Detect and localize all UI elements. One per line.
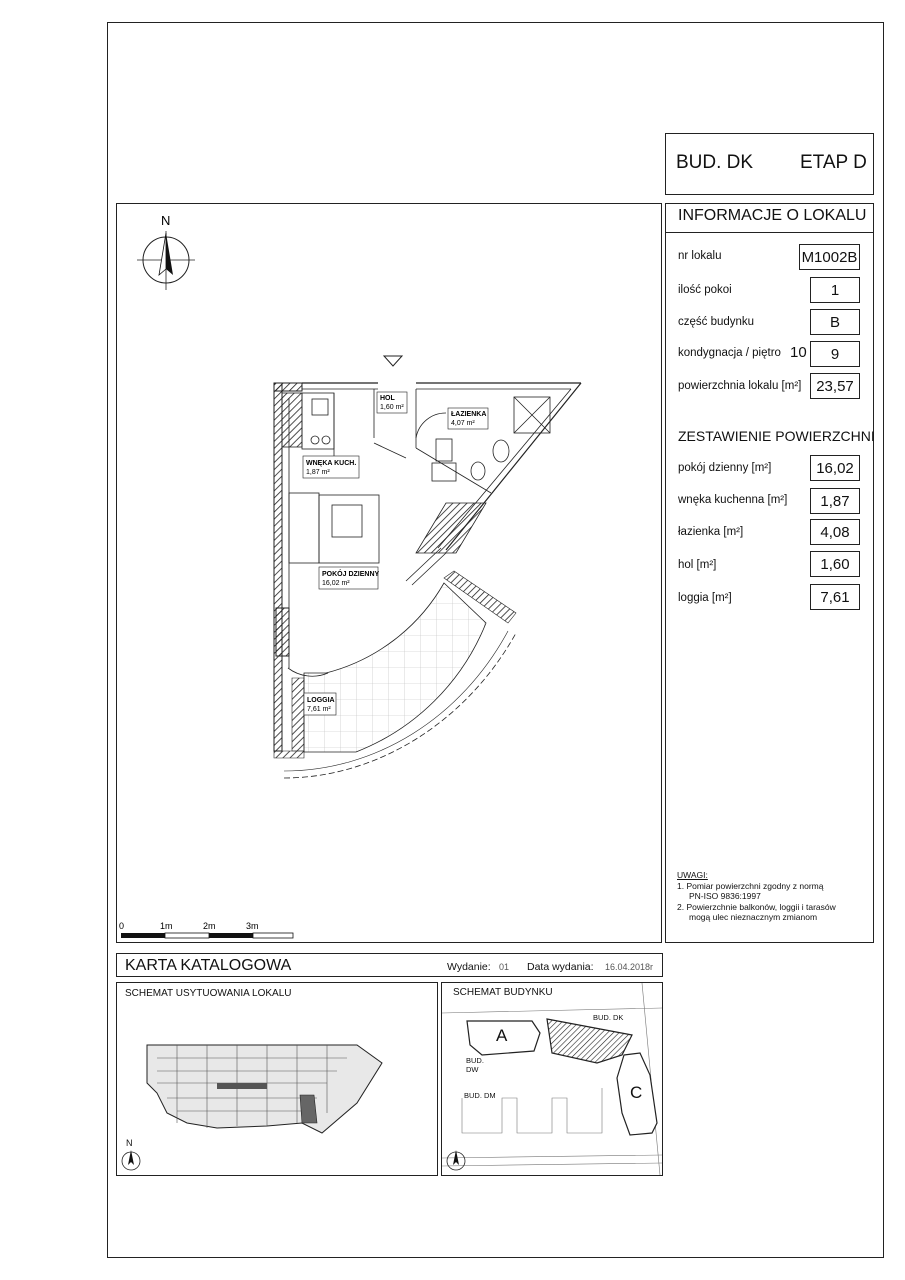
location-north-label: N xyxy=(126,1138,133,1148)
loggia xyxy=(274,571,516,778)
area-total-label: powierzchnia lokalu [m²] xyxy=(678,380,802,392)
building-dw-label-2: DW xyxy=(466,1065,479,1074)
rooms-count-label: ilość pokoi xyxy=(678,284,732,296)
room-area: 7,61 m² xyxy=(307,706,331,713)
catalog-title: KARTA KATALOGOWA xyxy=(125,957,292,974)
scale-label: 0 xyxy=(119,921,125,931)
room-name: ŁAZIENKA xyxy=(451,411,487,418)
building-part-value: B xyxy=(810,309,860,335)
location-map xyxy=(117,983,437,1175)
floor-value: 9 xyxy=(810,341,860,367)
apartment-number-label: nr lokalu xyxy=(678,250,722,262)
area-kitchen-label: wnęka kuchenna [m²] xyxy=(678,494,788,506)
north-arrow-icon xyxy=(137,231,195,290)
room-area: 1,60 m² xyxy=(380,404,404,411)
scale-bar xyxy=(119,921,293,938)
area-bathroom-value: 4,08 xyxy=(810,519,860,545)
room-name: LOGGIA xyxy=(307,697,335,704)
info-panel xyxy=(665,203,874,943)
header-box xyxy=(665,133,874,195)
entrance-icon xyxy=(384,356,402,366)
area-kitchen-value: 1,87 xyxy=(810,488,860,514)
area-bathroom-label: łazienka [m²] xyxy=(678,526,744,538)
room-name: POKÓJ DZIENNY xyxy=(322,571,380,578)
building-dw-label-1: BUD. xyxy=(466,1056,484,1065)
area-total-value: 23,57 xyxy=(810,373,860,399)
info-title: INFORMACJE O LOKALU xyxy=(678,207,867,224)
notes-title: UWAGI: xyxy=(677,870,708,880)
room-area: 16,02 m² xyxy=(322,580,350,587)
scale-label: 1m xyxy=(160,921,173,931)
room-name: HOL xyxy=(380,395,395,402)
north-label: N xyxy=(161,213,171,228)
scale-label: 2m xyxy=(203,921,216,931)
rooms-count-value: 1 xyxy=(810,277,860,303)
area-loggia-label: loggia [m²] xyxy=(678,592,732,604)
living-room-furniture xyxy=(289,493,379,563)
building-c-label: C xyxy=(630,1083,643,1102)
date-value: 16.04.2018r xyxy=(605,962,654,972)
note-line: PN-ISO 9836:1997 xyxy=(689,891,761,901)
building-title: BUD. DK xyxy=(676,152,754,173)
areas-title: ZESTAWIENIE POWIERZCHNI xyxy=(678,428,875,444)
area-living-value: 16,02 xyxy=(810,455,860,481)
catalog-bar xyxy=(116,953,663,977)
building-map xyxy=(442,983,662,1175)
info-divider xyxy=(666,232,873,233)
building-part-label: część budynku xyxy=(678,316,755,328)
room-area: 4,07 m² xyxy=(451,420,475,427)
date-label: Data wydania: xyxy=(527,961,594,973)
edition-value: 01 xyxy=(499,962,510,972)
edition-label: Wydanie: xyxy=(447,961,491,973)
floor-plan xyxy=(116,203,662,943)
scale-label: 3m xyxy=(246,921,259,931)
stage-title: ETAP D xyxy=(800,152,867,173)
note-line: 1. Pomiar powierzchni zgodny z normą xyxy=(677,880,824,891)
floor-label: kondygnacja / piętro xyxy=(678,347,781,359)
note-line: 2. Powierzchnie balkonów, loggii i tarasów xyxy=(677,901,836,912)
building-dk-label: BUD. DK xyxy=(593,1013,624,1022)
storey-value: 10 xyxy=(790,344,807,361)
building-schematic-title: SCHEMAT BUDYNKU xyxy=(453,987,553,998)
room-name: WNĘKA KUCH. xyxy=(306,460,357,467)
building-schematic xyxy=(441,982,663,1176)
building-a-label: A xyxy=(496,1026,508,1045)
notes xyxy=(677,870,836,923)
area-loggia-value: 7,61 xyxy=(810,584,860,610)
column xyxy=(416,503,486,553)
room-area: 1,87 m² xyxy=(306,469,330,476)
area-hall-value: 1,60 xyxy=(810,551,860,577)
apartment-number-value: M1002B xyxy=(799,244,860,270)
note-line: mogą ulec nieznacznym zmianom xyxy=(689,912,818,922)
building-dm-label: BUD. DM xyxy=(464,1091,496,1100)
location-title: SCHEMAT USYTUOWANIA LOKALU xyxy=(125,988,292,999)
area-living-label: pokój dzienny [m²] xyxy=(678,462,772,474)
area-hall-label: hol [m²] xyxy=(678,559,717,571)
kitchen-unit xyxy=(282,393,334,461)
location-schematic xyxy=(116,982,438,1176)
